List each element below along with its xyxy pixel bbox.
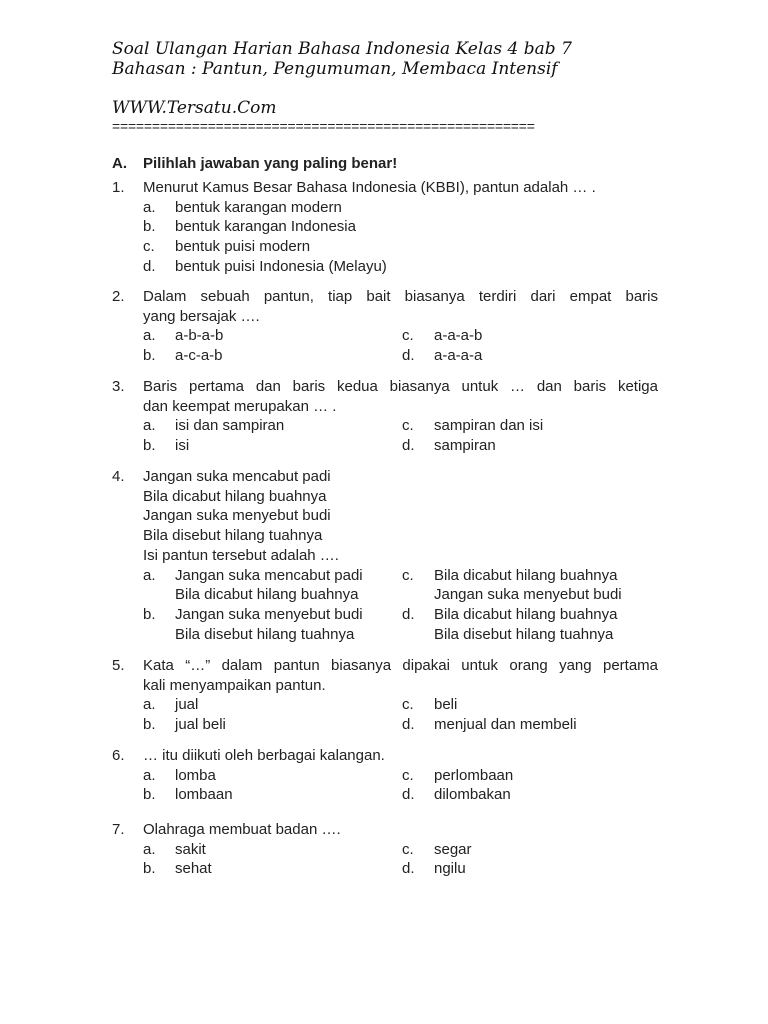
option-letter: a. xyxy=(143,327,156,345)
option-text: a-c-a-b xyxy=(175,347,223,365)
option-text: lomba xyxy=(175,766,216,784)
section-letter: A. xyxy=(112,155,127,172)
separator-line: ===================================================== xyxy=(112,118,535,134)
option-letter: d. xyxy=(402,786,415,804)
option-text: segar xyxy=(434,840,472,858)
option-letter: b. xyxy=(143,716,156,734)
option-letter: a. xyxy=(143,840,156,858)
option-text: lombaan xyxy=(175,786,233,804)
option-text: sakit xyxy=(175,840,206,858)
option-letter: d. xyxy=(402,437,415,455)
question-number: 5. xyxy=(112,657,125,674)
option-text: a-b-a-b xyxy=(175,327,224,345)
option-text: dilombakan xyxy=(434,786,511,804)
question-text: Isi pantun tersebut adalah …. xyxy=(143,546,339,564)
option-text: Bila dicabut hilang buahnya xyxy=(434,566,618,584)
option-text: Bila dicabut hilang buahnya xyxy=(434,605,618,623)
option-letter: a. xyxy=(143,198,156,216)
option-letter: b. xyxy=(143,860,156,878)
question-number: 6. xyxy=(112,747,125,764)
option-letter: c. xyxy=(402,696,414,714)
option-letter: a. xyxy=(143,417,156,435)
option-letter: a. xyxy=(143,766,156,784)
option-letter: c. xyxy=(143,238,155,256)
option-text: Bila disebut hilang tuahnya xyxy=(434,625,614,643)
option-text: ngilu xyxy=(434,860,466,878)
option-letter: d. xyxy=(402,716,415,734)
option-text: isi xyxy=(175,437,190,455)
question-number: 4. xyxy=(112,468,125,485)
option-text: jual beli xyxy=(175,716,226,734)
option-text: menjual dan membeli xyxy=(434,716,577,734)
question-number: 7. xyxy=(112,821,125,838)
option-text: sampiran dan isi xyxy=(434,417,544,435)
question-number: 1. xyxy=(112,179,125,196)
question-number: 2. xyxy=(112,288,125,305)
option-text: bentuk puisi modern xyxy=(175,238,311,256)
question-text: kali menyampaikan pantun. xyxy=(143,676,326,694)
option-text: bentuk karangan Indonesia xyxy=(175,218,356,236)
section-instruction: Pilihlah jawaban yang paling benar! xyxy=(143,155,398,172)
website-label: WWW.Tersatu.Com xyxy=(112,98,277,118)
question-text: Jangan suka menyebut budi xyxy=(143,507,331,525)
option-letter: d. xyxy=(143,257,156,275)
option-text: Jangan suka menyebut budi xyxy=(175,605,363,623)
option-letter: b. xyxy=(143,786,156,804)
option-text: sampiran xyxy=(434,437,496,455)
question-text: … itu diikuti oleh berbagai kalangan. xyxy=(143,747,385,764)
option-text: Jangan suka menyebut budi xyxy=(434,586,622,604)
option-letter: c. xyxy=(402,566,414,584)
page-title: Soal Ulangan Harian Bahasa Indonesia Kelas 4 bab 7 xyxy=(112,39,572,59)
option-text: beli xyxy=(434,696,458,714)
option-letter: b. xyxy=(143,218,156,236)
option-text: a-a-a-b xyxy=(434,327,483,345)
question-text: Dalam sebuah pantun, tiap bait biasanya terdiri dari empat baris xyxy=(143,288,658,305)
option-letter: a. xyxy=(143,566,156,584)
option-letter: c. xyxy=(402,417,414,435)
question-text: Bila dicabut hilang buahnya xyxy=(143,487,327,505)
question-text: Bila disebut hilang tuahnya xyxy=(143,527,323,545)
option-letter: b. xyxy=(143,347,156,365)
option-letter: b. xyxy=(143,605,156,623)
question-text: yang bersajak …. xyxy=(143,307,260,325)
question-text: Olahraga membuat badan …. xyxy=(143,821,341,838)
option-text: Bila dicabut hilang buahnya xyxy=(175,586,359,604)
option-letter: d. xyxy=(402,347,415,365)
option-letter: c. xyxy=(402,766,414,784)
option-text: bentuk puisi Indonesia (Melayu) xyxy=(175,257,387,275)
option-letter: c. xyxy=(402,840,414,858)
option-text: bentuk karangan modern xyxy=(175,198,342,216)
page-subtitle: Bahasan : Pantun, Pengumuman, Membaca Intensif xyxy=(112,59,558,79)
option-text: isi dan sampiran xyxy=(175,417,285,435)
option-text: Jangan suka mencabut padi xyxy=(175,566,363,584)
option-letter: d. xyxy=(402,605,415,623)
option-text: sehat xyxy=(175,860,212,878)
question-text: Baris pertama dan baris kedua biasanya untuk … dan baris ketiga xyxy=(143,378,658,395)
question-text: Jangan suka mencabut padi xyxy=(143,468,331,485)
question-text: dan keempat merupakan … . xyxy=(143,397,337,415)
option-letter: d. xyxy=(402,860,415,878)
option-letter: a. xyxy=(143,696,156,714)
option-text: perlombaan xyxy=(434,766,514,784)
question-text: Kata “…” dalam pantun biasanya dipakai untuk orang yang pertama xyxy=(143,657,658,674)
option-text: jual xyxy=(175,696,199,714)
option-letter: c. xyxy=(402,327,414,345)
option-letter: b. xyxy=(143,437,156,455)
question-number: 3. xyxy=(112,378,125,395)
option-text: Bila disebut hilang tuahnya xyxy=(175,625,355,643)
option-text: a-a-a-a xyxy=(434,347,483,365)
question-text: Menurut Kamus Besar Bahasa Indonesia (KBBI), pantun adalah … . xyxy=(143,179,596,196)
